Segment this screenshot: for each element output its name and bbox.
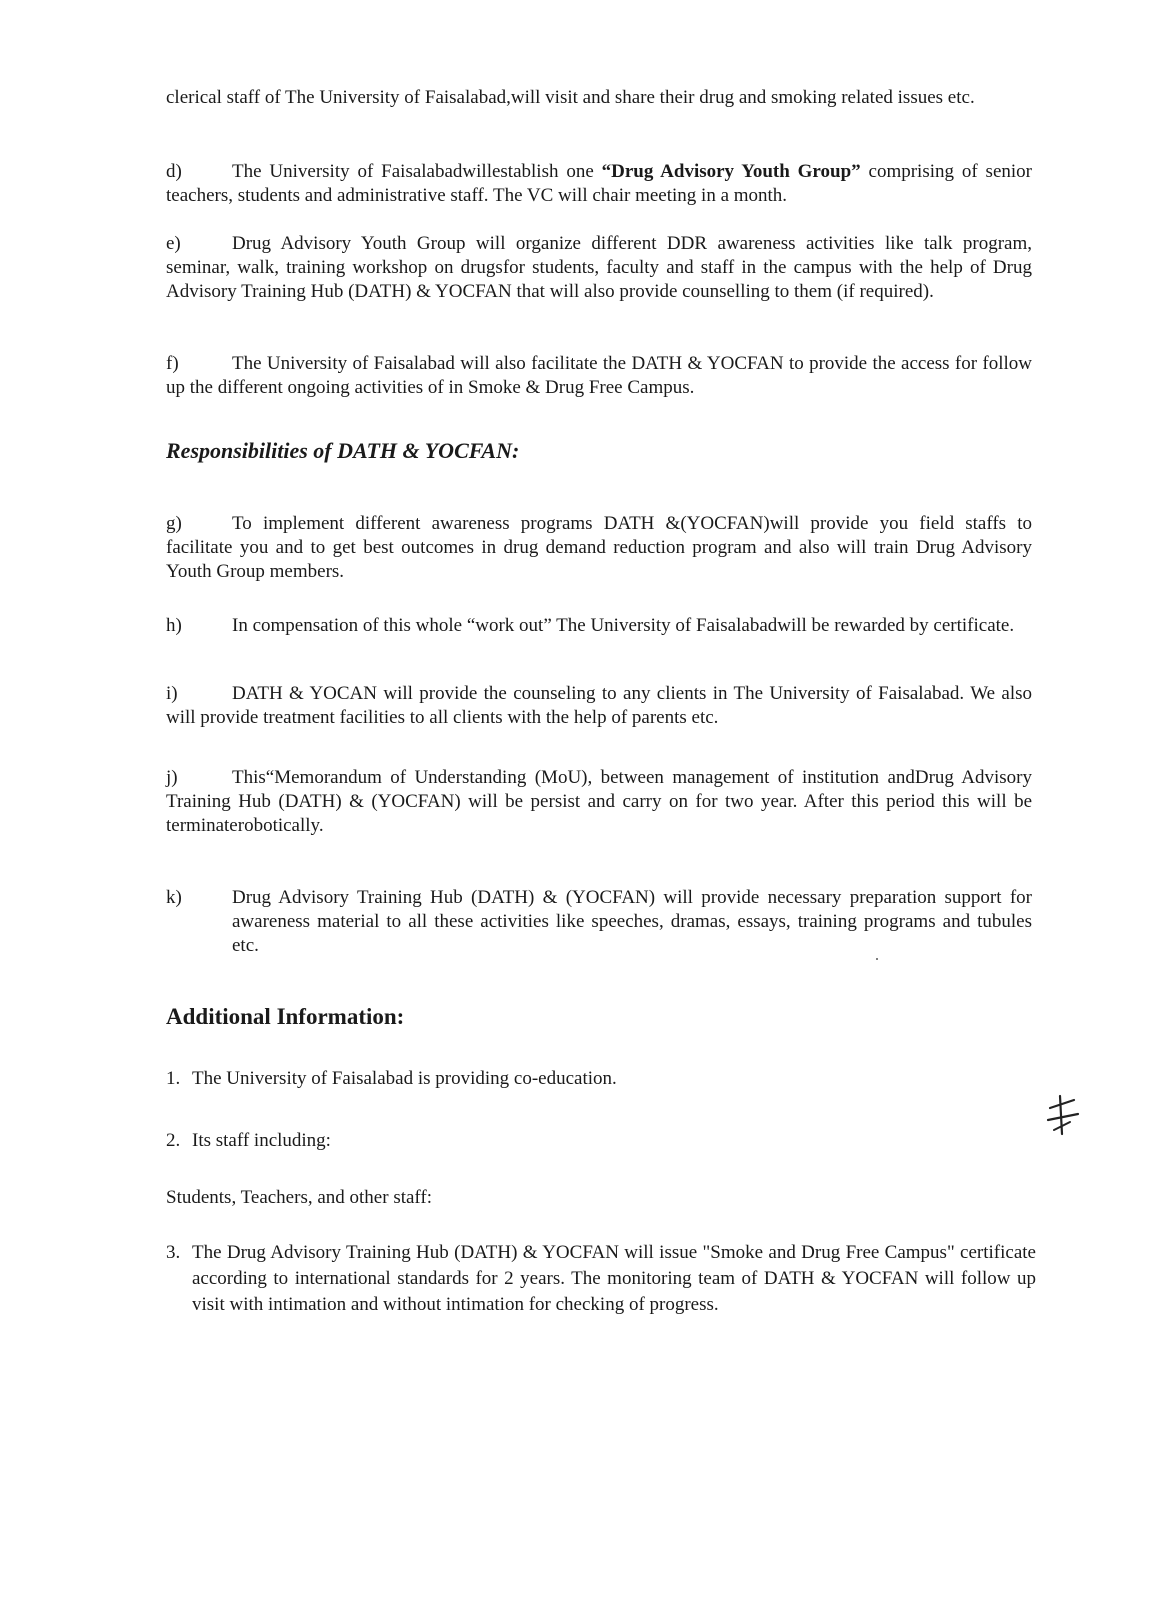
item-label: f) [166,353,179,374]
item-text: DATH & YOCAN will provide the counseling to any clients in The University of Faisalabad. We also will provide treatment facilities to all clients with the help of parents etc. [166,683,1032,728]
item-label: k) [166,887,182,908]
item-g [166,512,1032,584]
item-text: Drug Advisory Youth Group will organize different DDR awareness activities like talk program, seminar, walk, training workshop on drugsfor students, faculty and staff in the campus with the help of Drug Advisory Training Hub (DATH) & YOCFAN that will also provide counselling to them (if required). [166,233,1032,302]
additional-item-1 [166,1066,1036,1092]
item-label: 3. [166,1242,181,1263]
item-text: Drug Advisory Training Hub (DATH) & (YOCFAN) will provide necessary preparation support for awareness material to all these activities like speeches, dramas, essays, training programs and tubules etc. [232,887,1032,956]
continuation-text: clerical staff of The University of Faisalabad,will visit and share their drug and smoking related issues etc. [166,87,975,108]
item-label: 2. [166,1130,181,1151]
additional-item-3 [166,1240,1036,1318]
heading-additional: Additional Information: [166,1004,405,1029]
item-label: g) [166,513,182,534]
item-k [166,886,1032,958]
additional-note: Students, Teachers, and other staff: [166,1187,433,1208]
heading-responsibilities: Responsibilities of DATH & YOCFAN: [166,438,520,463]
item-label: 1. [166,1068,181,1089]
item-text: Its staff including: [192,1130,331,1151]
stray-dot [876,958,878,960]
item-label: e) [166,233,181,254]
additional-item-2 [166,1128,1036,1154]
item-text: In compensation of this whole “work out” The University of Faisalabadwill be rewarded by certificate. [232,615,1015,636]
item-d [166,160,1032,208]
item-h [166,614,1032,638]
item-f [166,352,1032,400]
item-text: The University of Faisalabad will also facilitate the DATH & YOCFAN to provide the access for follow up the different ongoing activities of in Smoke & Drug Free Campus. [166,353,1032,398]
item-label: j) [166,767,178,788]
item-text: This“Memorandum of Understanding (MoU), between management of institution andDrug Advisory Training Hub (DATH) & (YOCFAN) will be persist and carry on for two year. After this period this will be terminaterobotically. [166,767,1032,836]
item-j [166,766,1032,838]
item-label: i) [166,683,178,704]
item-label: d) [166,161,182,182]
continuation-paragraph [166,86,1032,110]
item-text: The Drug Advisory Training Hub (DATH) & YOCFAN will issue "Smoke and Drug Free Campus" certificate according to international standards for 2 years. The monitoring team of DATH & YOCFAN will follow up visit with intimation and without intimation for checking of progress. [192,1242,1036,1315]
item-text: The University of Faisalabad is providing co-education. [192,1068,617,1089]
item-i [166,682,1032,730]
item-text-bold: “Drug Advisory Youth Group” [601,161,861,182]
signature-initials [1040,1090,1090,1140]
item-text: To implement different awareness programs DATH &(YOCFAN)will provide you field staffs to facilitate you and to get best outcomes in drug demand reduction program and also will train Drug Advisory Youth Group members. [166,513,1032,582]
item-text-pre: The University of Faisalabadwillestablish one [232,161,602,182]
item-e [166,232,1032,304]
item-label: h) [166,615,182,636]
item-text-post: comprising of senior teachers, students and administrative staff. The VC will chair meeting in a month. [166,161,1032,206]
